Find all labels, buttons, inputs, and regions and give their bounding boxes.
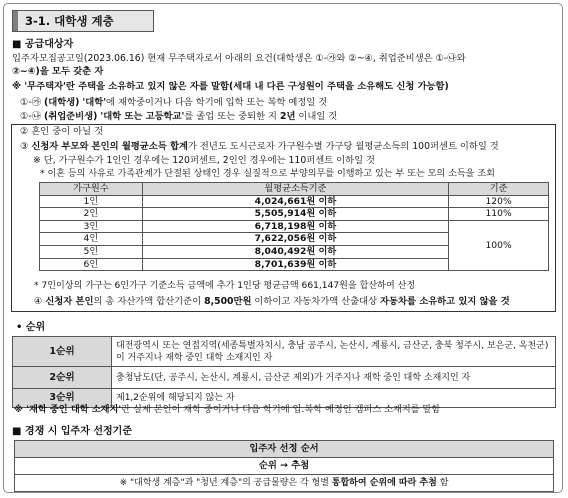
amount-cell: 8,701,639원 이하 [142, 258, 448, 271]
members-cell: 4인 [40, 233, 143, 246]
criterion-1a-quote: '대학' [82, 97, 107, 108]
selection-note-b: 함 [436, 478, 449, 488]
criterion-1a [20, 97, 327, 109]
selection-heading: ■ 경쟁 시 입주자 선정기준 [12, 426, 132, 437]
members-cell: 2인 [40, 208, 143, 221]
criterion-4 [34, 296, 510, 308]
table-row [40, 220, 549, 233]
rank-cell: 2순위 [13, 367, 112, 389]
criterion-3-rest: 가 전년도 도시근로자 가구원수별 가구당 월평균소득의 100퍼센트 이하일 것 [187, 141, 499, 152]
note-seven-members: * 7인이상의 가구는 6인가구 기준소득 금액에 추가 1인당 평균금액 661,147원을 합산하여 산정 [34, 281, 416, 291]
note-household-size: ※ 단, 가구원수가 1인인 경우에는 120퍼센트, 2인인 경우에는 110퍼센트 이하일 것 [33, 155, 376, 166]
amount-cell: 8,040,492원 이하 [142, 245, 448, 258]
eligibility-line1-c: 와 ②~④, 취업준비생은 [336, 53, 436, 64]
criterion-1b-mark: ①-㉯ [20, 111, 41, 122]
table-row [40, 208, 549, 221]
rank-cell: 1순위 [13, 337, 112, 367]
criterion-1b-quote: '대학 또는 고등학교' [100, 111, 185, 122]
priority-note-rest: 란 실제 본인이 재학 중이거나 다음 학기에 입.복학 예정인 캠퍼스 소재지를 말함 [121, 404, 441, 415]
section-title-box [12, 10, 154, 32]
selection-note [15, 475, 554, 492]
eligibility-line1-a: 입주자모집공고일(2023.06.16) 현재 무주택자로서 아래의 요건(대학생은 [12, 53, 316, 64]
eligibility-line1 [12, 53, 466, 65]
ratio-cell: 110% [449, 208, 549, 221]
members-cell: 6인 [40, 258, 143, 271]
criterion-1b-years: 2년 [279, 111, 296, 122]
criterion-1b-rest: 를 졸업 또는 중퇴한 지 [184, 111, 280, 122]
amount-cell: 6,718,198원 이하 [142, 220, 448, 233]
header-income: 월평균소득기준 [142, 183, 448, 196]
amount-cell: 4,024,661원 이하 [142, 195, 448, 208]
table-row [15, 475, 554, 492]
ratio-merged-cell: 100% [449, 220, 549, 270]
criterion-2 [20, 126, 103, 138]
income-table [39, 182, 549, 271]
members-cell: 1인 [40, 195, 143, 208]
selection-table [14, 440, 554, 492]
priority-heading: • 순위 [16, 322, 46, 333]
criterion-1a-mark: ①-㉮ [20, 97, 41, 108]
section-title: 3-1. 대학생 계층 [25, 13, 114, 28]
ratio-cell: 120% [449, 195, 549, 208]
homeless-note: ※ '무주택자'란 주택을 소유하고 있지 않은 자를 말함(세대 내 다른 구성원이 주택을 소유해도 신청 가능함) [12, 81, 449, 92]
priority-note-bold: ※ '재학 중인 대학 소재지' [14, 404, 122, 415]
criterion-4-t2: 이하이고 자동차가액 산출대상 [251, 296, 381, 307]
criterion-1b-tail: 이내일 것 [295, 111, 338, 122]
eligibility-line1-b: ①-㉮ [315, 53, 337, 64]
table-row [40, 195, 549, 208]
criterion-3-bold: 신청자 부모와 본인의 월평균소득 합계 [31, 141, 188, 152]
selection-note-a: ※ "대학생 계층"과 "청년 계층"의 공급물량은 각 형별 [119, 478, 332, 488]
members-cell: 5인 [40, 245, 143, 258]
table-row [15, 458, 554, 475]
table-row [13, 367, 556, 389]
amount-cell: 7,622,056원 이하 [142, 233, 448, 246]
criterion-1a-rest: 에 재학중이거나 다음 학기에 입학 또는 복학 예정일 것 [106, 97, 328, 108]
members-cell: 3인 [40, 220, 143, 233]
eligibility-line1-d: ①-㉯ [435, 53, 457, 64]
selection-note-bold: 통합하여 순위에 따라 추첨 [331, 478, 437, 488]
selection-table-header: 입주자 선정 순서 [15, 441, 554, 458]
table-row [15, 441, 554, 458]
criterion-1b [20, 111, 337, 123]
priority-table [12, 336, 556, 408]
rank-cell: 3순위 [13, 389, 112, 408]
criterion-3 [20, 141, 499, 153]
table-row [13, 337, 556, 367]
criterion-4-mark: ④ [34, 296, 43, 307]
criterion-2-text: 혼인 중이 아닐 것 [31, 126, 104, 137]
amount-cell: 5,505,914원 이하 [142, 208, 448, 221]
eligibility-line1-e: 와 [456, 53, 466, 64]
criterion-4-bold1: 신청자 본인 [45, 296, 94, 307]
rank-desc-cell: 충청남도(단, 공주시, 논산시, 계룡시, 금산군 제외)가 거주지나 재학 중인 대학 소재지인 자 [112, 367, 556, 389]
header-ratio: 기준 [449, 183, 549, 196]
criterion-4-bold2: 8,500만원 [204, 296, 252, 307]
criterion-3-mark: ③ [20, 141, 29, 152]
note-divorce: * 이혼 등의 사유로 가족관계가 단절된 상태인 경우 실질적으로 부양의무를 이행하고 있는 부 또는 모의 소득을 조회 [40, 169, 495, 179]
header-members: 가구원수 [40, 183, 143, 196]
priority-note [14, 404, 440, 416]
title-accent-bar [13, 11, 18, 31]
rank-desc-cell: 대전광역시 또는 연접지역(세종특별자치시, 충남 공주시, 논산시, 계룡시, 금산군, 충북 청주시, 보은군, 옥천군)이 거주지나 재학 중인 대학 소재지인 자 [112, 337, 556, 367]
income-table-header [40, 183, 549, 196]
eligibility-line2: ②~④)을 모두 갖춘 자 [12, 66, 104, 77]
criterion-1a-label: (대학생) [43, 97, 80, 108]
criterion-1b-label: (취업준비생) [43, 111, 98, 122]
eligibility-heading: ■ 공급대상자 [12, 39, 74, 50]
criterion-4-bold3: 자동차를 소유하고 있지 않을 것 [380, 296, 510, 307]
selection-order: 순위 → 추첨 [15, 458, 554, 475]
criterion-2-mark: ② [20, 126, 29, 137]
criterion-4-t1: 의 총 자산가액 합산기준이 [93, 296, 205, 307]
rank-desc-cell: 제1,2순위에 해당되지 않는 자 [112, 389, 556, 408]
